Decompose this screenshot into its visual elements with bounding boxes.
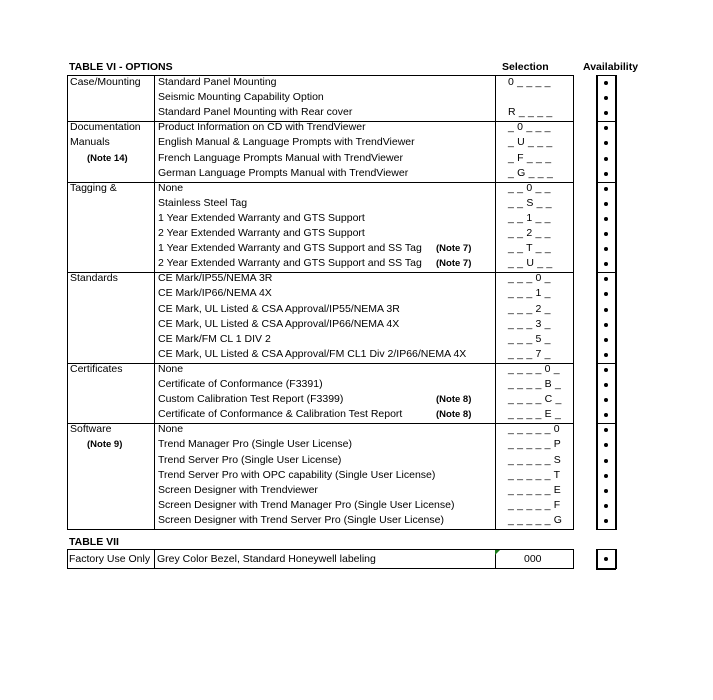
availability-dot <box>604 413 608 417</box>
availability-dot <box>604 96 608 100</box>
option-description: Standard Panel Mounting with Rear cover <box>158 106 353 119</box>
table-border-line <box>573 549 574 569</box>
table-border-line <box>67 75 68 530</box>
selection-code: _ _ _ 7 _ <box>508 347 551 360</box>
availability-dot <box>604 202 608 206</box>
cell-comment-marker <box>495 550 500 555</box>
availability-dot <box>604 141 608 145</box>
table-border-line <box>596 529 616 530</box>
option-description: None <box>158 362 184 375</box>
option-description: Trend Server Pro (Single User License) <box>158 453 342 466</box>
availability-dot <box>604 383 608 387</box>
availability-dot <box>604 308 608 312</box>
table-border-line <box>596 75 598 530</box>
availability-dot <box>604 353 608 357</box>
group-note: (Note 9) <box>87 439 123 451</box>
table-border-line <box>596 549 598 569</box>
group-label: Tagging & <box>70 181 117 194</box>
option-note: (Note 8) <box>436 394 472 406</box>
selection-code: R _ _ _ _ <box>508 106 553 119</box>
table-border-line <box>596 182 616 183</box>
selection-code: _ _ _ _ C _ <box>508 393 562 406</box>
table-border-line <box>596 75 616 76</box>
table-border-line <box>573 75 574 530</box>
option-description: CE Mark/IP55/NEMA 3R <box>158 272 273 285</box>
option-description: Trend Server Pro with OPC capability (Single User License) <box>158 468 436 481</box>
option-description: Standard Panel Mounting <box>158 76 277 88</box>
selection-code: _ _ _ _ 0 _ <box>508 362 560 375</box>
availability-dot <box>604 519 608 523</box>
selection-code: _ _ _ _ _ T <box>508 468 561 481</box>
group-label: Case/Mounting <box>70 76 141 88</box>
availability-dot <box>604 111 608 115</box>
availability-dot <box>604 368 608 372</box>
selection-code: _ _ U _ _ <box>508 257 553 270</box>
availability-dot <box>604 277 608 281</box>
option-description: CE Mark, UL Listed & CSA Approval/IP55/NEMA 3R <box>158 302 400 315</box>
availability-dot <box>604 557 608 561</box>
option-description: French Language Prompts Manual with TrendViewer <box>158 151 403 164</box>
group-label: Certificates <box>70 362 123 375</box>
table-title: TABLE VI - OPTIONS <box>69 61 173 73</box>
table-border-line <box>596 121 616 122</box>
column-header-selection: Selection <box>502 61 549 73</box>
selection-code: _ _ 1 _ _ <box>508 211 551 224</box>
selection-code: _ _ _ 2 _ <box>508 302 551 315</box>
selection-code: _ _ _ _ _ E <box>508 483 561 496</box>
selection-code: _ U _ _ _ <box>508 136 553 149</box>
availability-dot <box>604 172 608 176</box>
option-description: CE Mark/IP66/NEMA 4X <box>158 287 272 300</box>
option-note: (Note 7) <box>436 258 472 270</box>
table-border-line <box>615 75 617 530</box>
availability-dot <box>604 292 608 296</box>
selection-code: _ _ S _ _ <box>508 196 552 209</box>
table7-description: Grey Color Bezel, Standard Honeywell labeling <box>157 553 376 565</box>
table-border-line <box>67 272 574 273</box>
table-border-line <box>154 75 155 530</box>
selection-code: 0 _ _ _ _ <box>508 76 551 88</box>
table-border-line <box>596 423 616 424</box>
table-border-line <box>615 549 617 569</box>
option-description: None <box>158 423 184 436</box>
option-description: Certificate of Conformance & Calibration Test Report <box>158 408 403 421</box>
table-border-line <box>596 272 616 273</box>
selection-code: _ _ _ _ _ F <box>508 498 561 511</box>
table-border-line <box>67 182 574 183</box>
availability-dot <box>604 157 608 161</box>
table-border-line <box>154 549 155 569</box>
column-header-availability: Availability <box>583 61 639 73</box>
option-description: Screen Designer with Trendviewer <box>158 483 318 496</box>
selection-code: _ _ _ 0 _ <box>508 272 551 285</box>
option-description: Product Information on CD with TrendViewer <box>158 121 366 134</box>
group-label: Manuals <box>70 136 110 149</box>
selection-code: _ 0 _ _ _ <box>508 121 551 134</box>
option-description: CE Mark/FM CL 1 DIV 2 <box>158 332 271 345</box>
option-description: Trend Manager Pro (Single User License) <box>158 438 352 451</box>
table-border-line <box>67 568 574 569</box>
selection-code: _ _ _ 1 _ <box>508 287 551 300</box>
option-description: 1 Year Extended Warranty and GTS Support and SS Tag <box>158 242 422 255</box>
option-description: Certificate of Conformance (F3391) <box>158 378 323 390</box>
table7-selection: 000 <box>524 553 542 565</box>
selection-code: _ _ 2 _ _ <box>508 227 551 239</box>
selection-code: _ _ _ _ _ 0 <box>508 423 560 436</box>
table-border-line <box>596 549 616 550</box>
availability-dot <box>604 187 608 191</box>
selection-code: _ _ T _ _ <box>508 242 551 255</box>
option-description: Screen Designer with Trend Server Pro (Single User License) <box>158 513 444 526</box>
option-description: Stainless Steel Tag <box>158 196 248 209</box>
availability-dot <box>604 262 608 266</box>
table-border-line <box>67 423 574 424</box>
option-description: Screen Designer with Trend Manager Pro (Single User License) <box>158 498 455 511</box>
selection-code: _ _ _ _ B _ <box>508 378 561 390</box>
availability-dot <box>604 126 608 130</box>
group-label: Standards <box>70 272 118 285</box>
table7-title: TABLE VII <box>69 536 119 548</box>
option-description: German Language Prompts Manual with TrendViewer <box>158 166 409 179</box>
availability-dot <box>604 323 608 327</box>
group-label: Documentation <box>70 121 141 134</box>
availability-dot <box>604 443 608 447</box>
option-description: Custom Calibration Test Report (F3399) <box>158 393 344 406</box>
group-label: Software <box>70 423 112 436</box>
option-description: None <box>158 181 184 194</box>
selection-code: _ G _ _ _ <box>508 166 553 179</box>
table-border-line <box>67 363 574 364</box>
selection-code: _ _ _ _ _ G <box>508 513 563 526</box>
table-border-line <box>596 568 616 570</box>
selection-code: _ _ _ _ _ P <box>508 438 561 451</box>
group-note: (Note 14) <box>87 152 128 164</box>
availability-dot <box>604 489 608 493</box>
option-description: CE Mark, UL Listed & CSA Approval/IP66/NEMA 4X <box>158 317 400 330</box>
availability-dot <box>604 338 608 342</box>
option-description: Seismic Mounting Capability Option <box>158 91 324 104</box>
option-note: (Note 7) <box>436 243 472 255</box>
option-description: CE Mark, UL Listed & CSA Approval/FM CL1 Div 2/IP66/NEMA 4X <box>158 347 467 360</box>
availability-dot <box>604 459 608 463</box>
availability-dot <box>604 428 608 432</box>
availability-dot <box>604 398 608 402</box>
availability-dot <box>604 217 608 221</box>
option-description: 1 Year Extended Warranty and GTS Support <box>158 211 365 224</box>
availability-dot <box>604 247 608 251</box>
selection-code: _ F _ _ _ <box>508 151 552 164</box>
selection-code: _ _ 0 _ _ <box>508 181 551 194</box>
table7-label: Factory Use Only <box>69 553 151 565</box>
option-note: (Note 8) <box>436 409 472 421</box>
selection-code: _ _ _ _ E _ <box>508 408 561 421</box>
availability-dot <box>604 504 608 508</box>
option-description: English Manual & Language Prompts with TrendViewer <box>158 136 415 149</box>
table-border-line <box>596 363 616 364</box>
option-description: 2 Year Extended Warranty and GTS Support <box>158 227 365 239</box>
availability-dot <box>604 81 608 85</box>
availability-dot <box>604 474 608 478</box>
table-border-line <box>67 529 574 530</box>
table-border-line <box>67 549 68 569</box>
selection-code: _ _ _ 3 _ <box>508 317 551 330</box>
availability-dot <box>604 232 608 236</box>
option-description: 2 Year Extended Warranty and GTS Support and SS Tag <box>158 257 422 270</box>
table-border-line <box>67 75 574 76</box>
selection-code: _ _ _ _ _ S <box>508 453 561 466</box>
selection-code: _ _ _ 5 _ <box>508 332 551 345</box>
table-border-line <box>495 75 496 530</box>
